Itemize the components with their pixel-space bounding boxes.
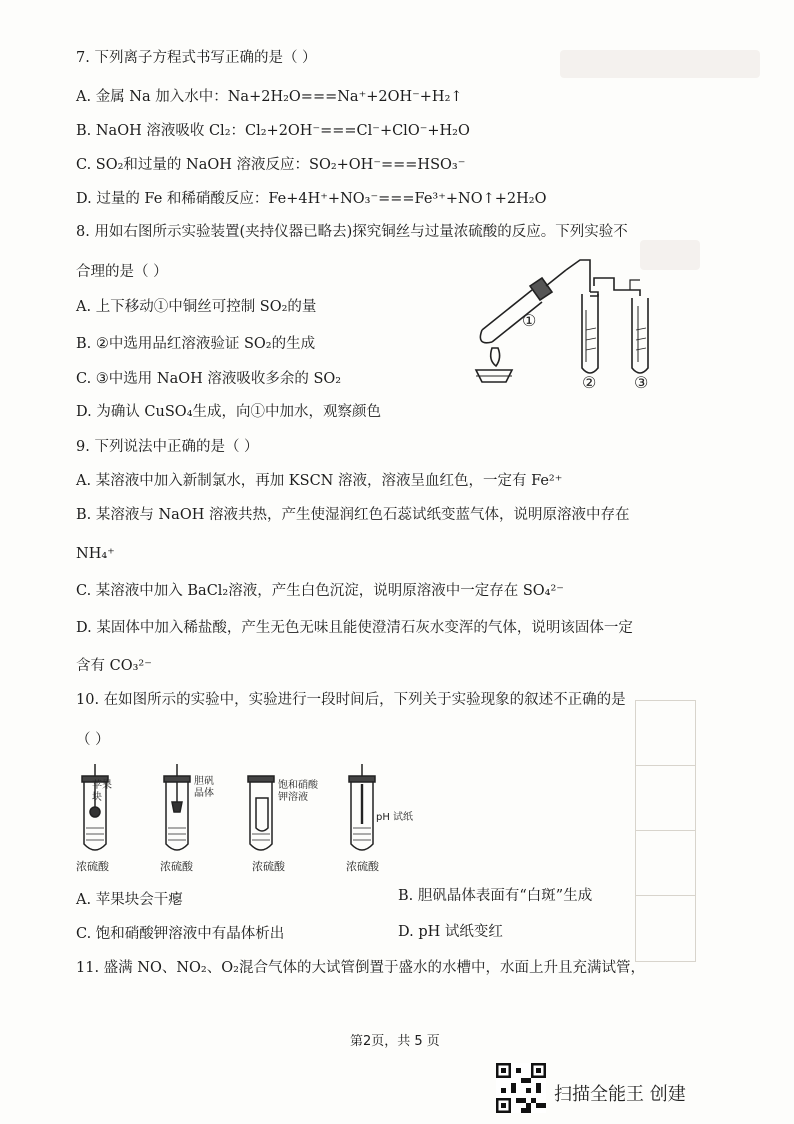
q8-label-2: ② [582, 373, 597, 390]
tube1-bottom-label: 浓硫酸 [76, 860, 109, 873]
q8-option-a: A. 上下移动①中铜丝可控制 SO₂的量 [76, 299, 317, 315]
tube4-bottom-label: 浓硫酸 [346, 860, 379, 873]
bleed-through-stain [560, 50, 760, 78]
q7-option-d: D. 过量的 Fe 和稀硝酸反应：Fe+4H⁺+NO₃⁻===Fe³⁺+NO↑+2H₂O [76, 191, 547, 207]
q9-option-c: C. 某溶液中加入 BaCl₂溶液，产生白色沉淀，说明原溶液中一定存在 SO₄²⁻ [76, 583, 564, 599]
tube2-top-label: 胆矾晶体 [194, 776, 214, 799]
qr-code-icon [496, 1063, 546, 1113]
q7-option-b: B. NaOH 溶液吸收 Cl₂：Cl₂+2OH⁻===Cl⁻+ClO⁻+H₂O [76, 123, 470, 139]
q9-option-b-line2: NH₄⁺ [76, 546, 115, 562]
q7-option-a: A. 金属 Na 加入水中：Na+2H₂O===Na⁺+2OH⁻+H₂↑ [76, 89, 463, 105]
q10-stem-line2: （ ） [76, 732, 110, 748]
q8-label-3: ③ [634, 373, 649, 390]
q9-option-d-line2: 含有 CO₃²⁻ [76, 658, 152, 674]
q8-option-b: B. ②中选用品红溶液验证 SO₂的生成 [76, 336, 316, 352]
q8-label-1: ① [522, 311, 537, 330]
q10-test-tubes-figure [72, 762, 412, 872]
q10-option-b: B. 胆矾晶体表面有“白斑”生成 [398, 888, 593, 904]
q9-stem: 9. 下列说法中正确的是（ ） [76, 439, 259, 455]
tube3-top-label: 饱和硝酸钾溶液 [278, 780, 318, 803]
bleed-through-table [635, 700, 696, 962]
q10-option-c: C. 饱和硝酸钾溶液中有晶体析出 [76, 926, 285, 942]
q9-option-b-line1: B. 某溶液与 NaOH 溶液共热，产生使湿润红色石蕊试纸变蓝气体，说明原溶液中存在 [76, 507, 630, 523]
q8-stem-line2: 合理的是（ ） [76, 264, 168, 280]
q7-stem: 7. 下列离子方程式书写正确的是（ ） [76, 50, 317, 66]
q8-apparatus-figure [462, 250, 677, 390]
q9-option-a: A. 某溶液中加入新制氯水，再加 KSCN 溶液，溶液呈血红色，一定有 Fe²⁺ [76, 473, 563, 489]
page-footer: 第2页，共 5 页 [350, 1034, 440, 1049]
q7-option-c: C. SO₂和过量的 NaOH 溶液反应：SO₂+OH⁻===HSO₃⁻ [76, 157, 466, 173]
q8-option-c: C. ③中选用 NaOH 溶液吸收多余的 SO₂ [76, 371, 342, 387]
q11-stem: 11. 盛满 NO、NO₂、O₂混合气体的大试管倒置于盛水的水槽中，水面上升且充满试管， [76, 960, 645, 976]
scanner-watermark: 扫描全能王 创建 [554, 1084, 686, 1105]
q10-option-d: D. pH 试纸变红 [398, 924, 503, 940]
tube3-bottom-label: 浓硫酸 [252, 860, 285, 873]
tube2-bottom-label: 浓硫酸 [160, 860, 193, 873]
q10-option-a: A. 苹果块会干瘪 [76, 892, 183, 908]
q10-stem-line1: 10. 在如图所示的实验中，实验进行一段时间后，下列关于实验现象的叙述不正确的是 [76, 692, 626, 708]
tube1-top-label: 苹果块 [92, 780, 112, 803]
q9-option-d-line1: D. 某固体中加入稀盐酸，产生无色无味且能使澄清石灰水变浑的气体，说明该固体一定 [76, 620, 633, 636]
q8-option-d: D. 为确认 CuSO₄生成，向①中加水，观察颜色 [76, 404, 382, 420]
tube4-top-label: pH 试纸 [376, 812, 414, 823]
q8-stem-line1: 8. 用如右图所示实验装置(夹持仪器已略去)探究铜丝与过量浓硫酸的反应。下列实验不 [76, 224, 628, 240]
